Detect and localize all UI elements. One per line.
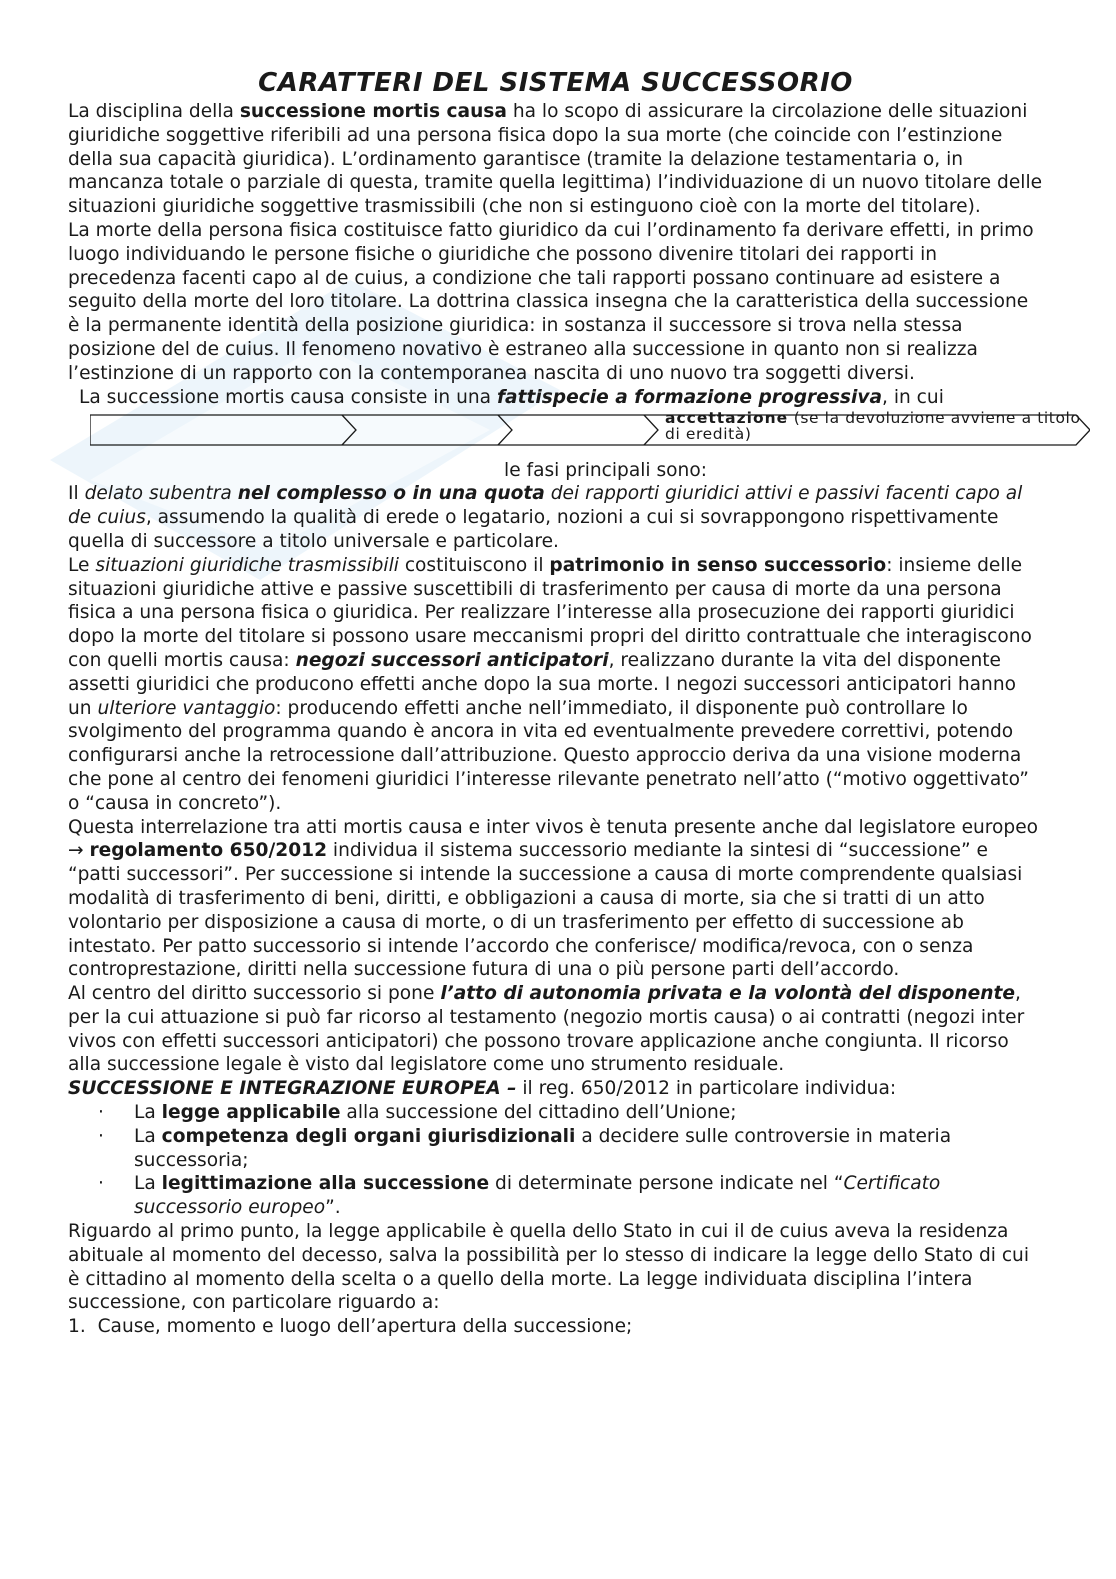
paragraph-patrimonio: Le situazioni giuridiche trasmissibili costituiscono il patrimonio in senso successorio: insieme delle situazioni giuridiche attive e passive suscettibili di trasferimento per causa di morte da una persona fisica a una persona fisica o giuridica. Per realizzare l’interesse alla prosecuzione dei rapporti giuridici dopo la morte del titolare si possono usare meccanismi propri del diritto contrattuale che interagiscono con quelli mortis causa: negozi successori anticipatori, realizzano durante la vita del disponente assetti giuridici che producono effetti anche dopo la sua morte. I negozi successori anticipatori hanno un ulteriore vantaggio: producendo effetti anche nell’immediato, il disponente può controllare lo svolgimento del programma quando è ancora in vita ed eventualmente prevedere correttivi, potendo configurarsi anche la retrocessione dall’attribuzione. Questo approccio deriva da una visione moderna che pone al centro dei fenomeni giuridici l’interesse rilevante penetrato nell’atto (“motivo oggettivato” o “causa in concreto”). bbox=[68, 554, 1032, 814]
paragraph-death: La morte della persona fisica costituisce fatto giuridico da cui l’ordinamento fa derivare effetti, in primo luogo individuando le persone fisiche o giuridiche che possono divenire titolari dei rapporti in precedenza facenti capo al de cuius, a condizione che tali rapporti possano continuare ad esistere a seguito della morte del loro titolare. La dottrina classica insegna che la caratteristica della successione è la permanente identità della posizione giuridica: in sostanza il successore si trova nella stessa posizione del de cuius. Il fenomeno novativo è estraneo alla successione in quanto non si realizza l’estinzione di un rapporto con la contemporanea nascita di uno nuovo tra soggetti diversi. bbox=[68, 219, 1034, 384]
phase-separator bbox=[498, 415, 512, 445]
phases-diagram bbox=[90, 409, 1081, 447]
page-title: CARATTERI DEL SISTEMA SUCCESSORIO bbox=[258, 68, 853, 98]
paragraph-integrazione: SUCCESSIONE E INTEGRAZIONE EUROPEA – il reg. 650/2012 in particolare individua: bbox=[68, 1078, 897, 1100]
document-page bbox=[68, 68, 1081, 1339]
bullet-icon: · bbox=[98, 1125, 104, 1147]
paragraph-regolamento: Questa interrelazione tra atti mortis causa e inter vivos è tenuta presente anche dal legislatore europeo → regolamento 650/2012 individua il sistema successorio mediante la sintesi di “successione” e “patti successori”. Per successione si intende la successione a causa di morte comprendente qualsiasi modalità di trasferimento di beni, diritti, e obbligazioni a causa di morte, sia che si tratti di un atto volontario per disposizione a causa di morte, o di un trasferimento per effetto di successione ab intestato. Per patto successorio si intende l’accordo che conferisce/ modifica/revoca, con o senza controprestazione, diritti nella successione futura di una o più persone parti dell’accordo. bbox=[68, 816, 1039, 981]
list-item: · La legge applicabile alla successione del cittadino dell’Unione; bbox=[98, 1102, 737, 1124]
list-item: · La competenza degli organi giurisdizionali a decidere sulle controversie in materia successoria; bbox=[98, 1125, 952, 1171]
paragraph-fattispecie: La successione mortis causa consiste in una fattispecie a formazione progressiva, in cui bbox=[79, 386, 944, 408]
phase-separator bbox=[342, 415, 356, 445]
phase-separator bbox=[644, 415, 658, 445]
numbered-item: 1. Cause, momento e luogo dell’apertura della successione; bbox=[68, 1316, 633, 1338]
phase-accettazione: accettazione (se la devoluzione avviene a titolo di eredità) bbox=[665, 409, 1081, 444]
phases-caption: le fasi principali sono: bbox=[504, 460, 707, 482]
bullet-icon: · bbox=[98, 1173, 104, 1195]
bullet-list bbox=[68, 1101, 1043, 1220]
paragraph-intro: La disciplina della successione mortis causa ha lo scopo di assicurare la circolazione delle situazioni giuridiche soggettive riferibili ad una persona fisica dopo la sua morte (che coincide con l’estinzione della sua capacità giuridica). L’ordinamento garantisce (tramite la delazione testamentaria o, in mancanza totale o parziale di questa, tramite quella legittima) l’individuazione di un nuovo titolare delle situazioni giuridiche soggettive trasmissibili (che non si estinguono cioè con la morte del titolare). bbox=[68, 101, 1043, 218]
item-number: 1. bbox=[68, 1316, 86, 1338]
arrow-right-icon: → bbox=[68, 840, 84, 862]
paragraph-legge-applicabile: Riguardo al primo punto, la legge applicabile è quella dello Stato in cui il de cuius aveva la residenza abituale al momento del decesso, salva la possibilità per lo stesso di indicare la legge dello Stato di cui è cittadino al momento della scelta o a quello della morte. La legge individuata disciplina l’intera successione, con particolare riguardo a: bbox=[68, 1221, 1029, 1314]
paragraph-autonomia: Al centro del diritto successorio si pone l’atto di autonomia privata e la volontà del disponente, per la cui attuazione si può far ricorso al testamento (negozio mortis causa) o ai contratti (negozi inter vivos con effetti successori anticipatori) che possono trovare applicazione anche congiunta. Il ricorso alla successione legale è visto dal legislatore come uno strumento residuale. bbox=[68, 983, 1025, 1076]
bullet-icon: · bbox=[98, 1102, 104, 1124]
list-item: · La legittimazione alla successione di determinate persone indicate nel “Certificato successorio europeo”. bbox=[98, 1173, 941, 1219]
paragraph-delato: Il delato subentra nel complesso o in una quota dei rapporti giuridici attivi e passivi facenti capo al de cuius, assumendo la qualità di erede o legatario, nozioni a cui si sovrappongono rispettivamente quella di successore a titolo universale e particolare. bbox=[68, 483, 1023, 552]
